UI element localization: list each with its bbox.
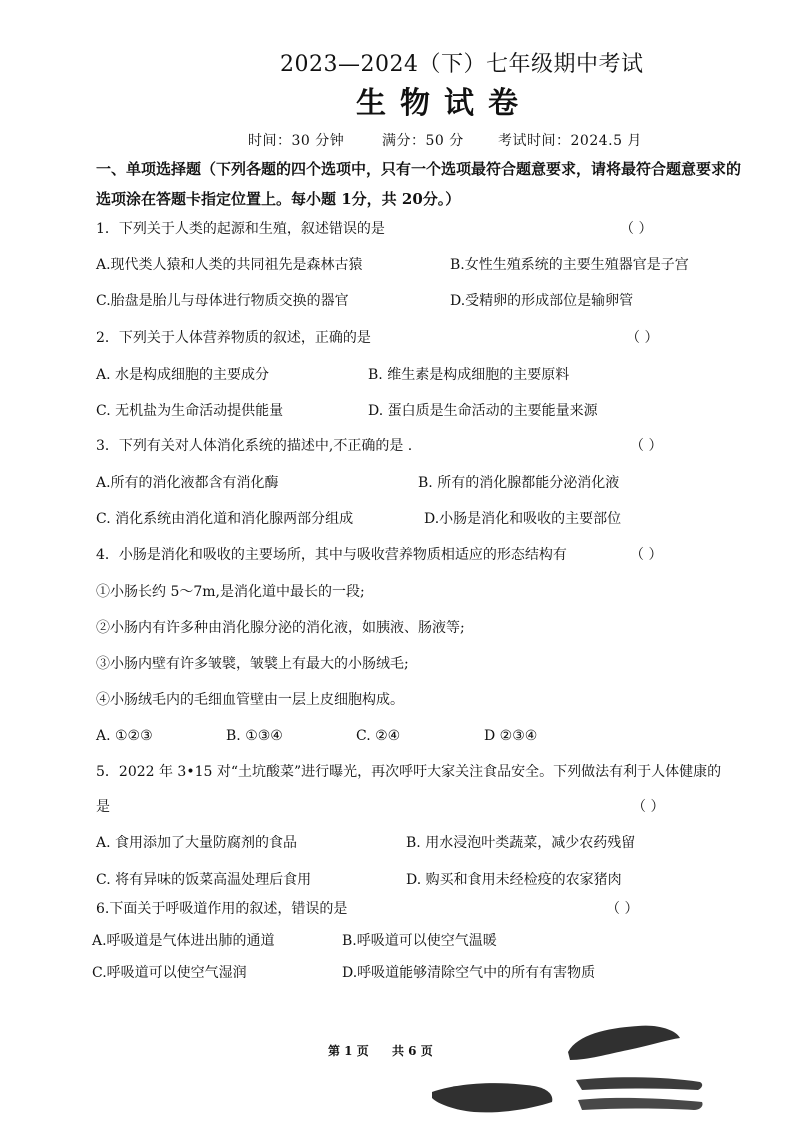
question-1-option-d: D.受精卵的形成部位是输卵管 xyxy=(450,293,634,309)
question-2-option-c: C. 无机盐为生命活动提供能量 xyxy=(96,403,284,419)
question-1-stem: 1．下列关于人类的起源和生殖，叙述错误的是 xyxy=(96,221,385,237)
question-3-option-b: B. 所有的消化腺都能分泌消化液 xyxy=(418,475,620,491)
question-4-option-b: B. ①③④ xyxy=(226,728,283,744)
question-2-answer-paren: （ ） xyxy=(626,330,659,346)
question-3-option-c: C. 消化系统由消化道和消化腺两部分组成 xyxy=(96,511,354,527)
question-1-option-a: A.现代类人猿和人类的共同祖先是森林古猿 xyxy=(96,257,363,273)
question-2-option-d: D. 蛋白质是生命活动的主要能量来源 xyxy=(368,403,598,419)
section-heading-line2: 选项涂在答题卡指定位置上。每小题 1分，共 20分。） xyxy=(96,190,461,208)
question-6-option-a: A.呼吸道是气体进出肺的通道 xyxy=(92,933,275,949)
footer-total-pages: 共 6 页 xyxy=(392,1044,433,1058)
question-5-option-c: C. 将有异味的饭菜高温处理后食用 xyxy=(96,872,312,888)
redaction-smudge-bottom-right xyxy=(572,1068,712,1118)
question-1-option-b: B.女性生殖系统的主要生殖器官是子宫 xyxy=(450,257,689,273)
subject-title: 生物试卷 xyxy=(356,86,532,121)
question-4-option-a: A. ①②③ xyxy=(96,728,153,744)
exam-date: 考试时间：2024.5 月 xyxy=(498,133,642,149)
question-3-option-a: A.所有的消化液都含有消化酶 xyxy=(96,475,279,491)
section-heading-line1: 一、单项选择题（下列各题的四个选项中，只有一个选项最符合题意要求，请将最符合题意要求的 xyxy=(96,160,742,178)
redaction-smudge-bottom-left xyxy=(424,1074,564,1120)
question-6-option-b: B.呼吸道可以使空气温暖 xyxy=(342,933,497,949)
question-6-answer-paren: （ ） xyxy=(606,901,639,917)
question-2-option-b: B. 维生素是构成细胞的主要原料 xyxy=(368,367,570,383)
question-4-stem: 4．小肠是消化和吸收的主要场所，其中与吸收营养物质相适应的形态结构有 xyxy=(96,547,567,563)
question-5-option-d: D. 购买和食用未经检疫的农家猪肉 xyxy=(406,872,622,888)
exam-title: 2023—2024（下）七年级期中考试 xyxy=(280,52,644,77)
question-5-answer-paren: （ ） xyxy=(632,799,665,815)
question-5-stem-continued: 是 xyxy=(96,799,110,815)
question-4-answer-paren: （ ） xyxy=(630,547,663,563)
question-4-statement-4: ④小肠绒毛内的毛细血管壁由一层上皮细胞构成。 xyxy=(96,692,404,708)
question-2-stem: 2．下列关于人体营养物质的叙述，正确的是 xyxy=(96,330,371,346)
full-score: 满分：50 分 xyxy=(382,133,464,149)
question-6-option-d: D.呼吸道能够清除空气中的所有有害物质 xyxy=(342,965,596,981)
question-4-statement-3: ③小肠内壁有许多皱襞，皱襞上有最大的小肠绒毛; xyxy=(96,656,409,672)
question-1-answer-paren: （ ） xyxy=(620,221,653,237)
question-6-stem: 6.下面关于呼吸道作用的叙述，错误的是 xyxy=(96,901,348,917)
question-4-option-c: C. ②④ xyxy=(356,728,401,744)
question-4-statement-2: ②小肠内有许多种由消化腺分泌的消化液，如胰液、肠液等; xyxy=(96,620,465,636)
footer-page-number: 第 1 页 xyxy=(328,1044,369,1058)
question-3-stem: 3．下列有关对人体消化系统的描述中,不正确的是 . xyxy=(96,438,413,454)
question-4-option-d: D ②③④ xyxy=(484,728,538,744)
question-5-stem: 5．2022 年 3•15 对“土坑酸菜”进行曝光，再次呼吁大家关注食品安全。下列做法有利于人体健康的 xyxy=(96,764,722,780)
question-6-option-c: C.呼吸道可以使空气湿润 xyxy=(92,965,247,981)
question-5-option-b: B. 用水浸泡叶类蔬菜，减少农药残留 xyxy=(406,835,636,851)
question-4-statement-1: ①小肠长约 5～7m,是消化道中最长的一段; xyxy=(96,584,365,600)
question-3-option-d: D.小肠是消化和吸收的主要部位 xyxy=(424,511,622,527)
redaction-smudge-top xyxy=(548,1016,688,1066)
question-3-answer-paren: （ ） xyxy=(630,438,663,454)
exam-time: 时间：30 分钟 xyxy=(248,133,345,149)
question-1-option-c: C.胎盘是胎儿与母体进行物质交换的器官 xyxy=(96,293,349,309)
question-5-option-a: A. 食用添加了大量防腐剂的食品 xyxy=(96,835,298,851)
question-2-option-a: A. 水是构成细胞的主要成分 xyxy=(96,367,270,383)
